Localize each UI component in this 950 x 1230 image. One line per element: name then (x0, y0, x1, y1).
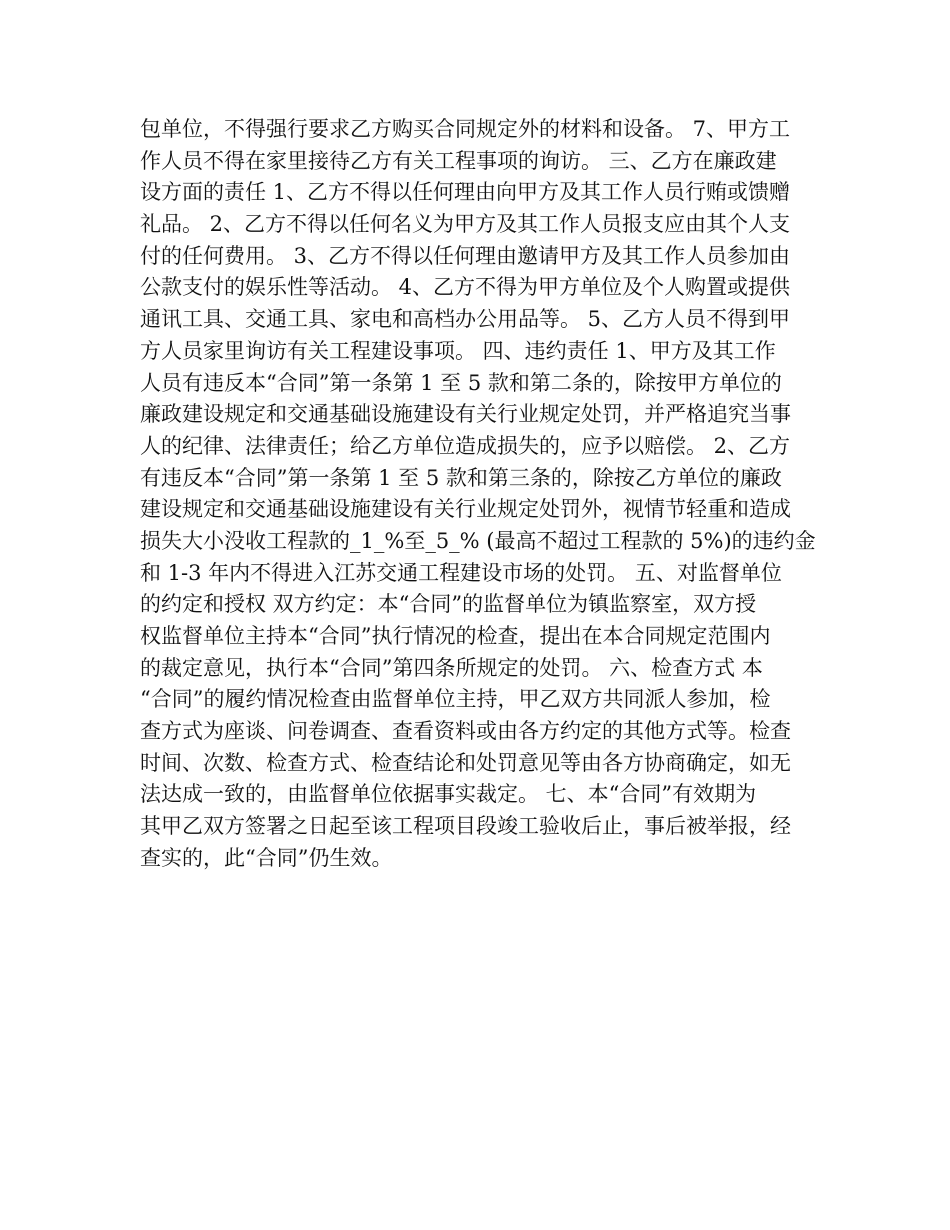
text-line: 作人员不得在家里接待乙方有关工程事项的询访。 三、乙方在廉政建 (140, 148, 777, 173)
text-line: 通讯工具、交通工具、家电和高档办公用品等。 5、乙方人员不得到甲 (140, 307, 791, 332)
text-line: 法达成一致的，由监督单位依据事实裁定。 七、本“合同”有效期为 (140, 782, 757, 807)
text-line: 人员有违反本“合同”第一条第 1 至 5 款和第二条的，除按甲方单位的 (140, 370, 782, 395)
text-line: 损失大小没收工程款的_1_%至_5_% (最高不超过工程款的 5%)的违约金 (140, 528, 816, 553)
text-line: 人的纪律、法律责任；给乙方单位造成损失的，应予以赔偿。 2、乙方 (140, 433, 791, 458)
contract-body-text (140, 114, 820, 875)
text-line: 权监督单位主持本“合同”执行情况的检查，提出在本合同规定范围内 (140, 624, 771, 648)
text-line: 设方面的责任 1、乙方不得以任何理由向甲方及其工作人员行贿或馈赠 (140, 180, 791, 205)
text-line: 时间、次数、检查方式、检查结论和处罚意见等由各方协商确定，如无 (140, 750, 791, 775)
text-line: 有违反本“合同”第一条第 1 至 5 款和第三条的，除按乙方单位的廉政 (140, 465, 782, 490)
text-line: 的约定和授权 双方约定：本“合同”的监督单位为镇监察室，双方授 (140, 592, 757, 617)
text-line: 廉政建设规定和交通基础设施建设有关行业规定处罚，并严格追究当事 (140, 402, 791, 427)
text-line: 付的任何费用。 3、乙方不得以任何理由邀请甲方及其工作人员参加由 (140, 243, 791, 268)
text-line: 建设规定和交通基础设施建设有关行业规定处罚外，视情节轻重和造成 (140, 497, 791, 522)
text-line: 方人员家里询访有关工程建设事项。 四、违约责任 1、甲方及其工作 (140, 338, 776, 363)
text-line: 查方式为座谈、问卷调查、查看资料或由各方约定的其他方式等。检查 (140, 719, 791, 744)
text-line: “合同”的履约情况检查由监督单位主持，甲乙双方共同派人参加，检 (140, 687, 771, 712)
text-line: 的裁定意见，执行本“合同”第四条所规定的处罚。 六、检查方式 本 (140, 655, 763, 680)
text-line: 公款支付的娱乐性等活动。 4、乙方不得为甲方单位及个人购置或提供 (140, 275, 791, 300)
text-line: 查实的，此“合同”仍生效。 (140, 845, 393, 870)
text-line: 礼品。 2、乙方不得以任何名义为甲方及其工作人员报支应由其个人支 (140, 212, 791, 237)
text-line: 其甲乙双方签署之日起至该工程项目段竣工验收后止，事后被举报，经 (140, 814, 791, 839)
text-line: 和 1-3 年内不得进入江苏交通工程建设市场的处罚。 五、对监督单位 (140, 560, 782, 585)
text-line: 包单位，不得强行要求乙方购买合同规定外的材料和设备。 7、甲方工 (140, 117, 791, 141)
